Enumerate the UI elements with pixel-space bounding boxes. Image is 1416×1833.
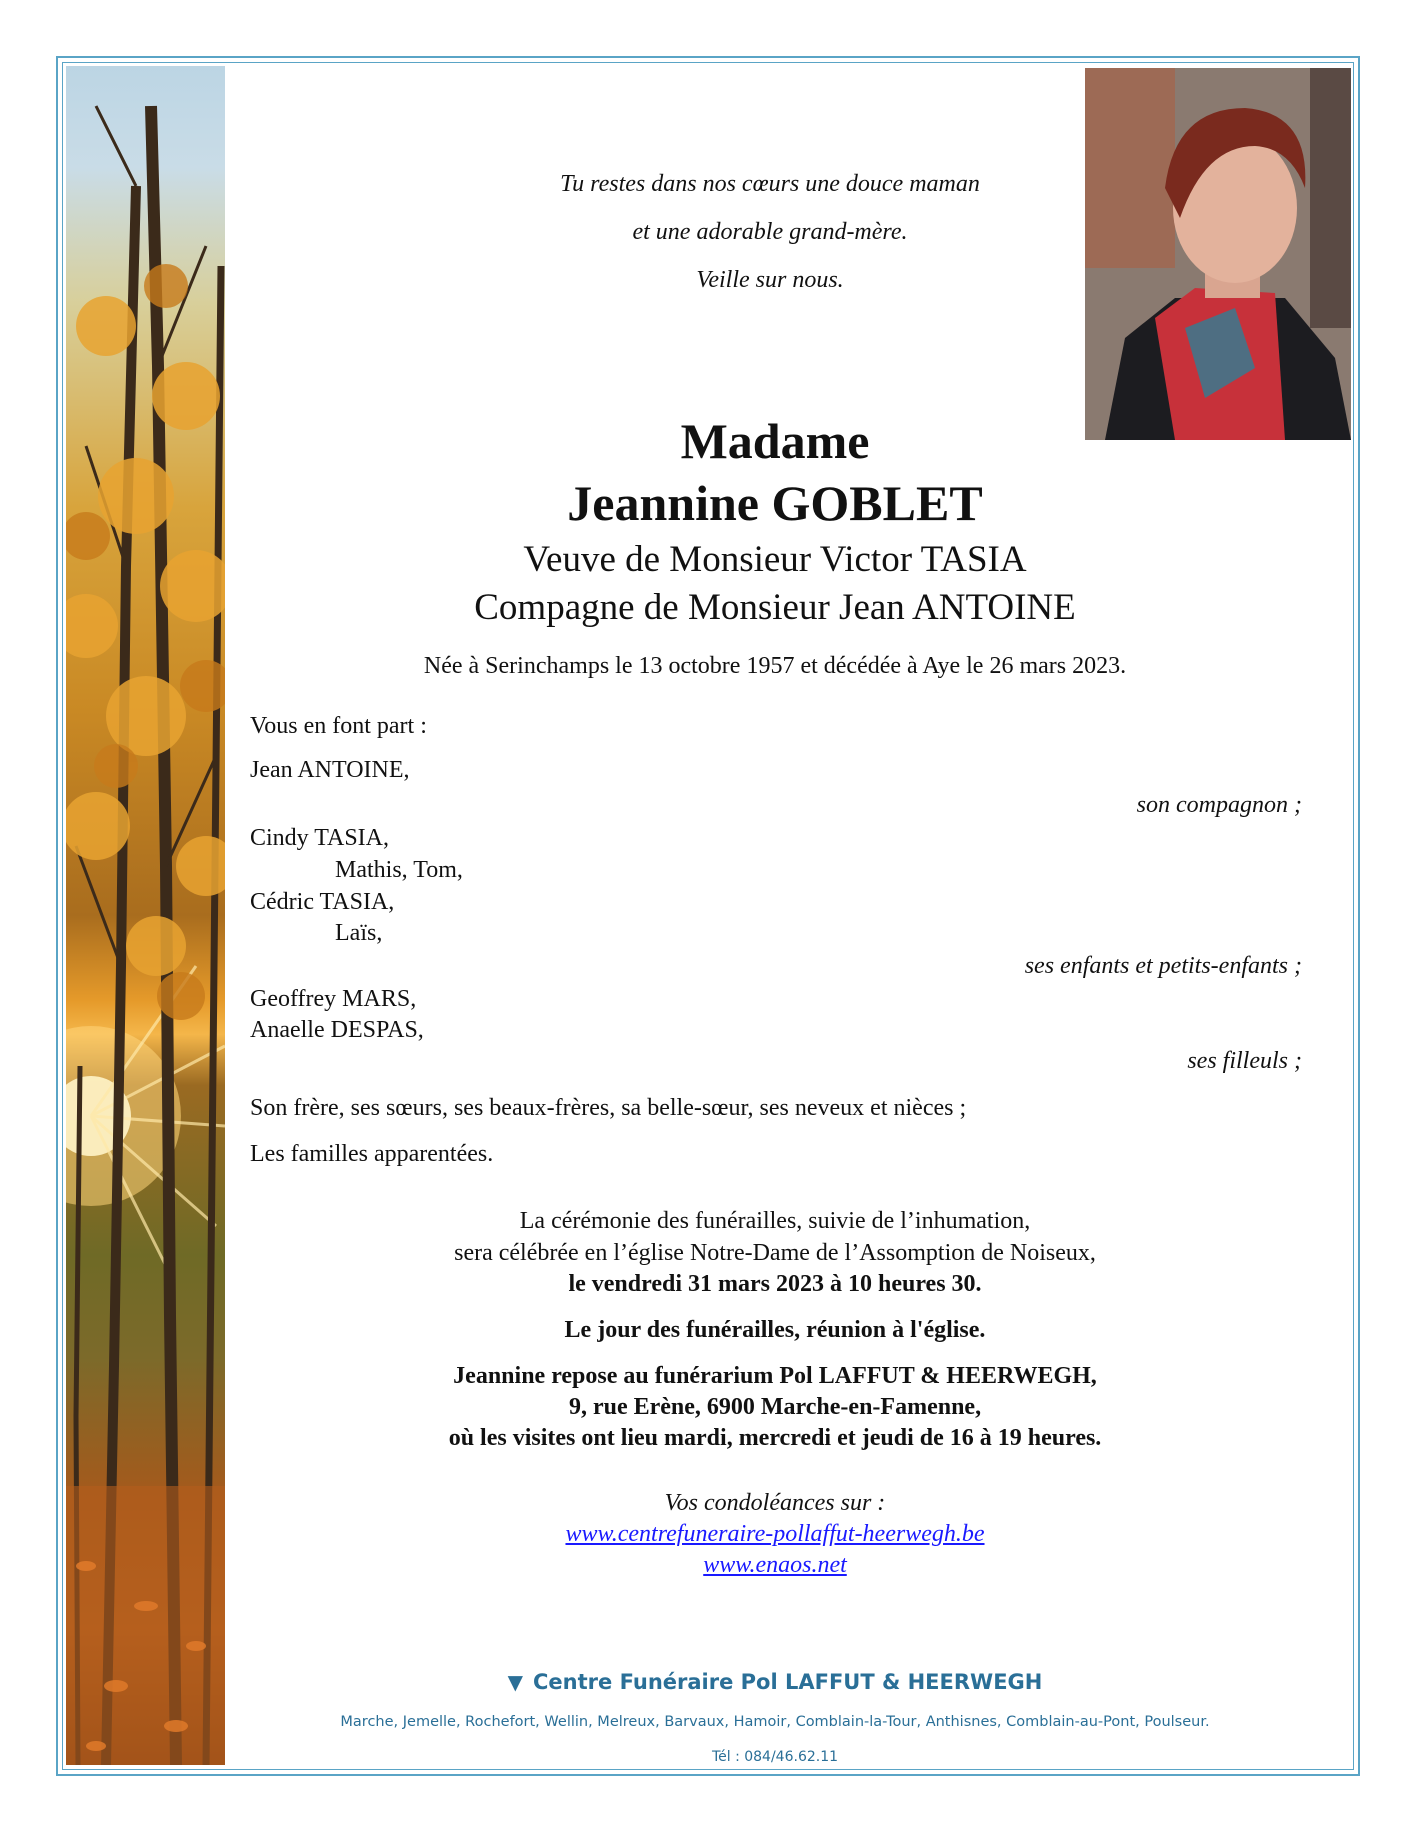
visiting-hours: où les visites ont lieu mardi, mercredi et jeudi de 16 à 19 heures. [448, 1425, 1102, 1451]
family-member: Cindy TASIA, [250, 825, 389, 851]
family-member: Cédric TASIA, [250, 889, 395, 915]
condolences-link-funeral-center[interactable]: www.centrefuneraire-pollaffut-heerwegh.be [565, 1521, 985, 1547]
related-families: Les familles apparentées. [250, 1141, 494, 1167]
quote-line-2: et une adorable grand-mère. [632, 219, 908, 245]
announcers-intro: Vous en font part : [250, 713, 427, 739]
relation-label: ses enfants et petits-enfants ; [1024, 953, 1302, 979]
family-member: Geoffrey MARS, [250, 986, 417, 1012]
spouse-line: Veuve de Monsieur Victor TASIA [523, 539, 1027, 580]
family-member: Anaelle DESPAS, [250, 1017, 424, 1043]
relation-label: son compagnon ; [1136, 792, 1302, 818]
birth-death-dates: Née à Serinchamps le 13 octobre 1957 et décédée à Aye le 26 mars 2023. [423, 653, 1127, 679]
funeral-center-title: Centre Funéraire Pol LAFFUT & HEERWEGH [533, 1670, 1043, 1694]
family-member: Mathis, Tom, [335, 857, 463, 883]
memorial-quote [470, 160, 1070, 304]
triangle-down-icon: ▼ [507, 1670, 524, 1694]
ceremony-line-2: sera célébrée en l’église Notre-Dame de l’Assomption de Noiseux, [454, 1240, 1096, 1266]
funeral-center-locations: Marche, Jemelle, Rochefort, Wellin, Melreux, Barvaux, Hamoir, Comblain-la-Tour, Anthisnes, Comblain-au-Pont, Poulseur. [340, 1714, 1210, 1730]
ceremony-datetime: le vendredi 31 mars 2023 à 10 heures 30. [568, 1271, 982, 1297]
funeral-home-address: 9, rue Erène, 6900 Marche-en-Famenne, [568, 1394, 982, 1420]
condolences-link-enaos[interactable]: www.enaos.net [703, 1552, 847, 1578]
family-member: Laïs, [335, 920, 383, 946]
meeting-info: Le jour des funérailles, réunion à l'église. [564, 1317, 986, 1343]
quote-line-1: Tu restes dans nos cœurs une douce maman [560, 171, 980, 197]
family-member: Jean ANTOINE, [250, 757, 410, 783]
extended-family: Son frère, ses sœurs, ses beaux-frères, sa belle-sœur, ses neveux et nièces ; [250, 1095, 967, 1121]
ceremony-line-1: La cérémonie des funérailles, suivie de l’inhumation, [519, 1208, 1031, 1234]
partner-line: Compagne de Monsieur Jean ANTOINE [474, 587, 1076, 628]
funeral-home-line-1: Jeannine repose au funérarium Pol LAFFUT & HEERWEGH, [453, 1363, 1097, 1389]
funeral-center-name [250, 1668, 1300, 1696]
condolences-label: Vos condoléances sur : [664, 1490, 886, 1516]
quote-line-3: Veille sur nous. [696, 267, 844, 293]
honorific-title: Madame [680, 413, 870, 469]
portrait-photo [1085, 68, 1351, 440]
deceased-name: Jeannine GOBLET [567, 475, 983, 531]
relation-label: ses filleuls ; [1187, 1048, 1302, 1074]
funeral-center-phone: Tél : 084/46.62.11 [711, 1749, 839, 1765]
autumn-forest-image [66, 66, 225, 1765]
